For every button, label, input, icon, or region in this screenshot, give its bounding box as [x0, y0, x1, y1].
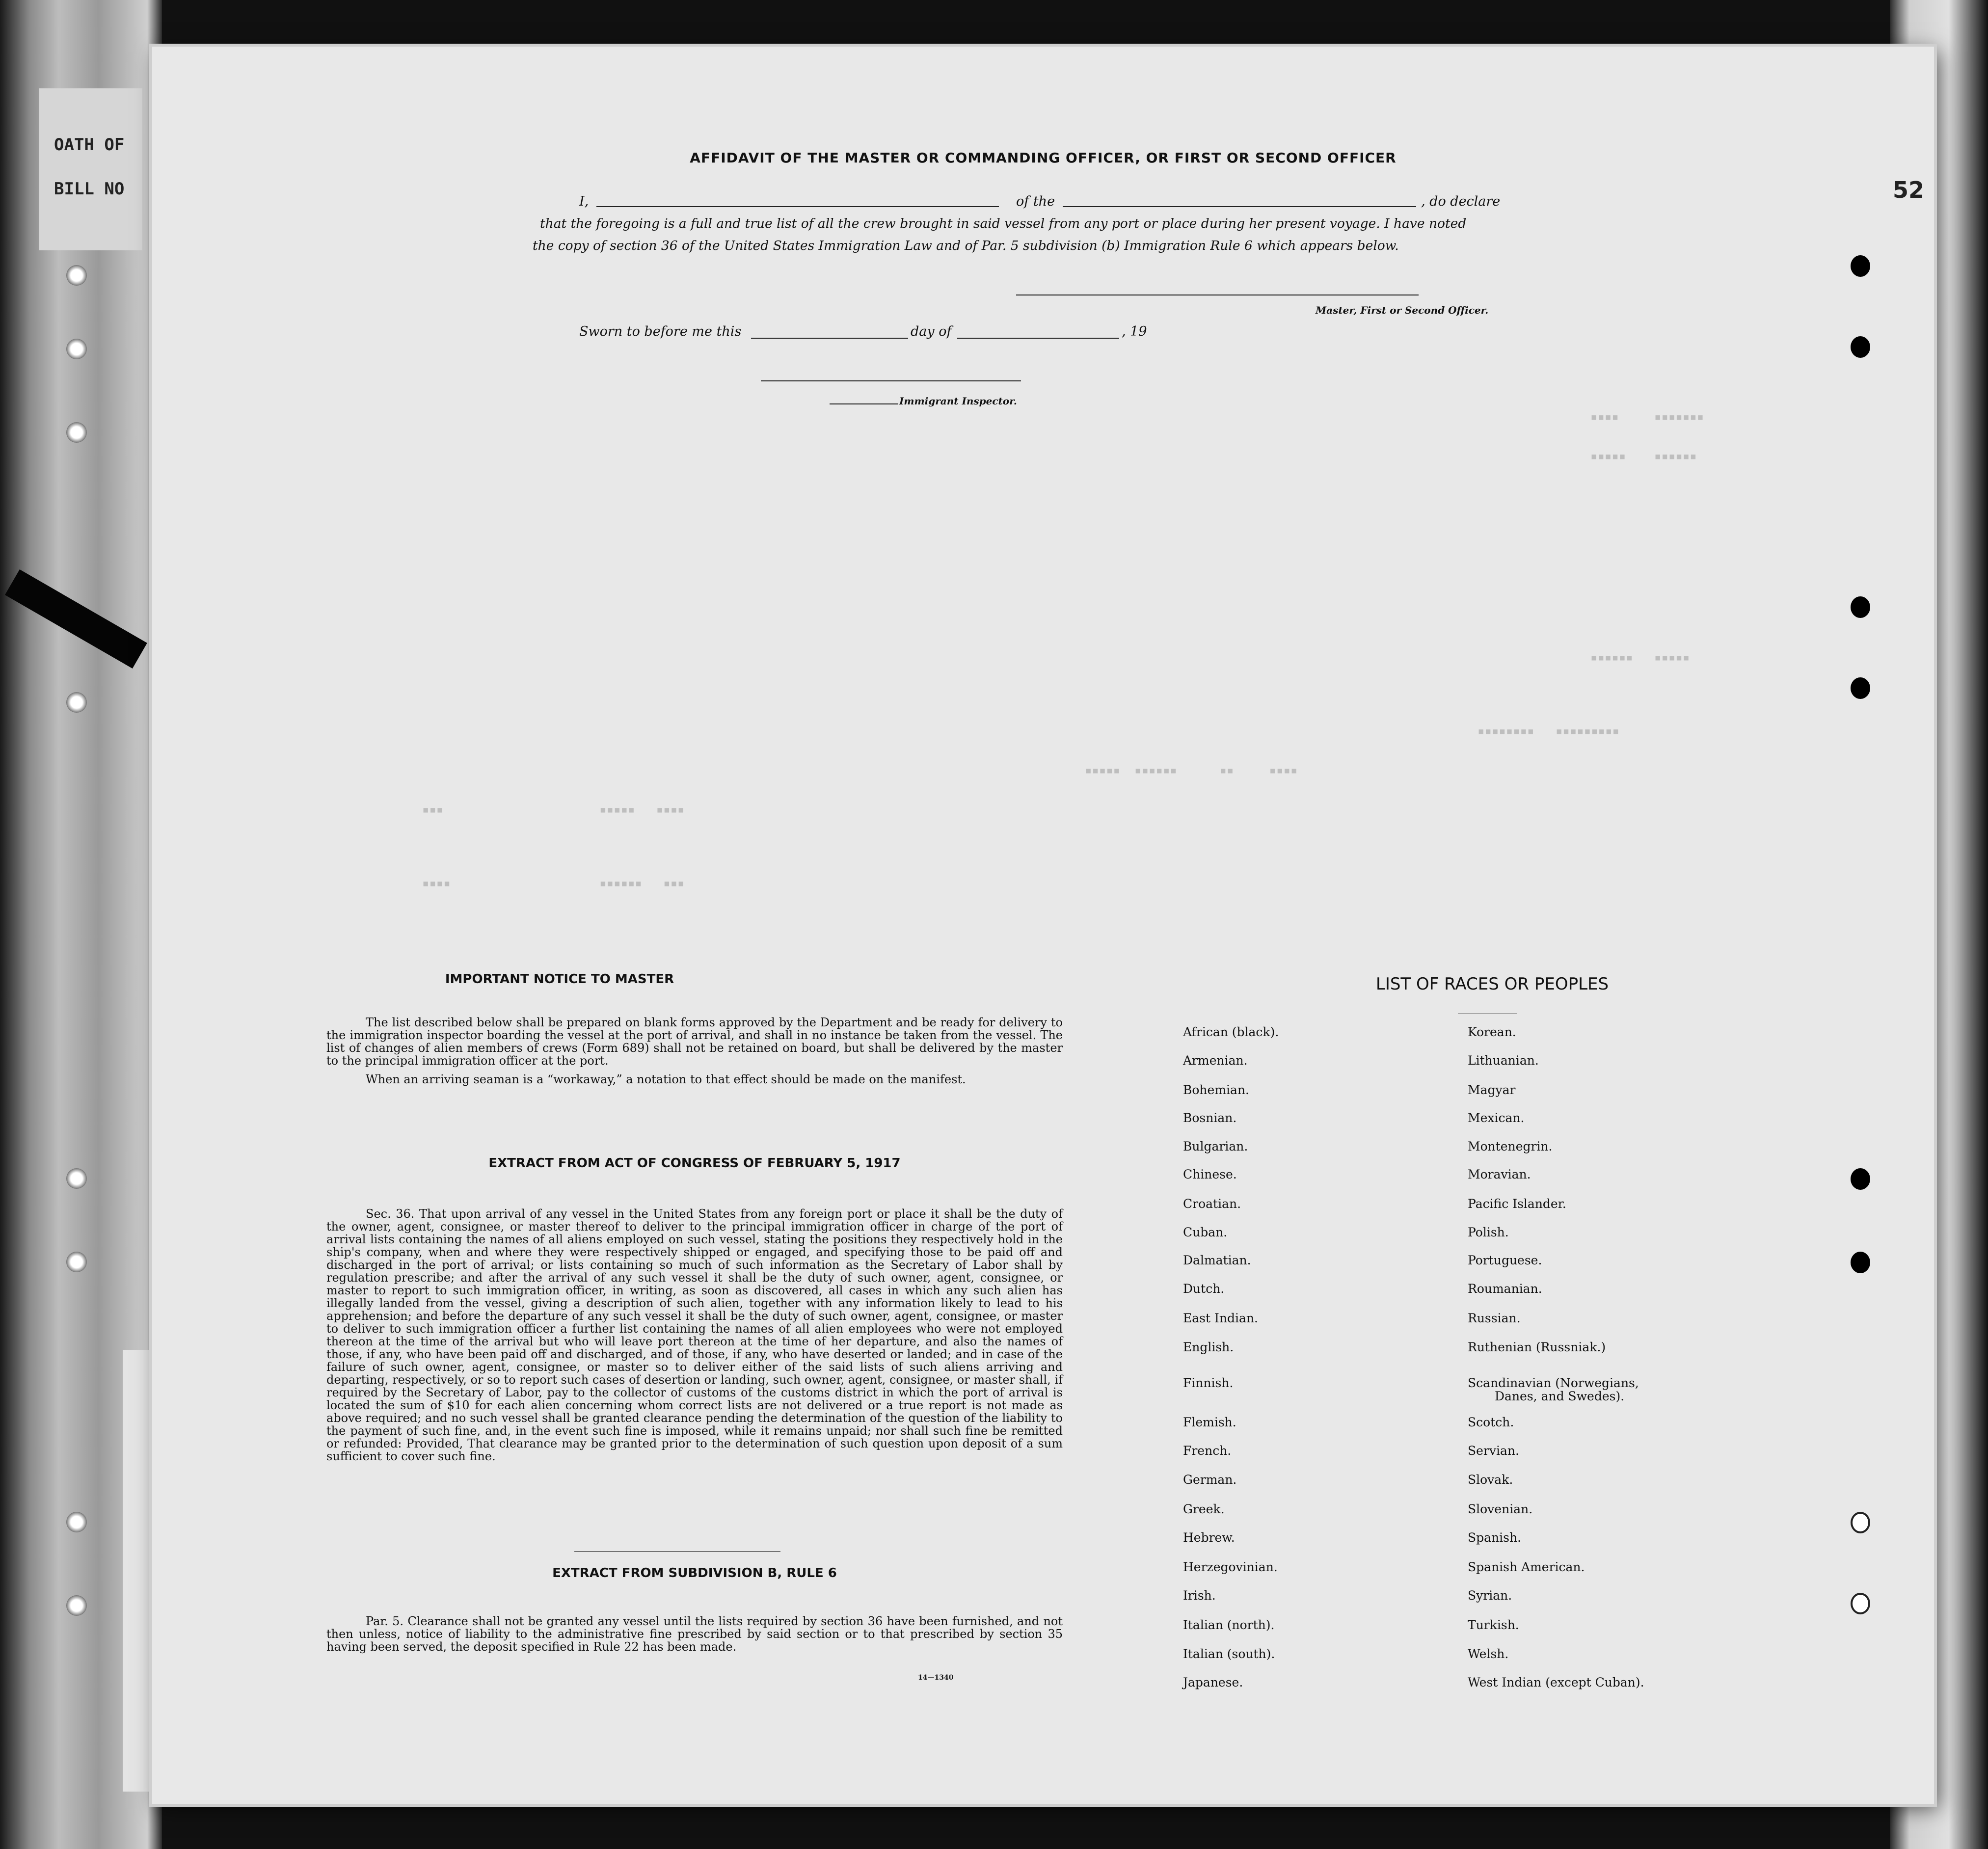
bleed-through-text: ▪▪▪▪▪ ▪▪▪▪▪▪ ▪▪ ▪▪▪▪ — [1085, 763, 1298, 777]
race-item: Syrian. — [1468, 1588, 1512, 1603]
race-item: Lithuanian. — [1468, 1053, 1539, 1068]
binder-hole — [66, 1252, 87, 1272]
affidavit-do-declare: , do declare — [1421, 194, 1501, 209]
race-item: West Indian (except Cuban). — [1468, 1675, 1644, 1689]
bleed-through-text: ▪▪▪▪▪▪ ▪▪▪▪▪ — [1590, 650, 1690, 664]
race-item: Flemish. — [1183, 1415, 1236, 1429]
race-item: French. — [1183, 1444, 1232, 1458]
punch-hole — [1851, 596, 1870, 618]
form-number: 14—1340 — [918, 1674, 954, 1682]
race-item: Dutch. — [1183, 1282, 1225, 1296]
race-item: Polish. — [1468, 1225, 1509, 1239]
race-item: Armenian. — [1183, 1053, 1248, 1068]
page-number: 52 — [1892, 177, 1924, 203]
notice-body — [326, 1016, 1063, 1086]
punch-hole — [1851, 255, 1870, 277]
races-title: LIST OF RACES OR PEOPLES — [1375, 974, 1609, 994]
divider — [574, 1551, 780, 1552]
race-item-continuation: Danes, and Swedes). — [1495, 1389, 1625, 1403]
race-item: Herzegovinian. — [1183, 1560, 1278, 1574]
race-item: Croatian. — [1183, 1197, 1241, 1211]
punch-hole — [1851, 1593, 1870, 1614]
vessel-blank[interactable] — [1063, 206, 1416, 207]
paper-edge — [123, 1350, 152, 1792]
race-item: Slovenian. — [1468, 1502, 1533, 1516]
race-item: Mexican. — [1468, 1111, 1525, 1125]
binder-hole — [66, 692, 87, 713]
bleed-through-text: ▪▪▪ ▪▪▪▪▪ ▪▪▪▪ — [422, 803, 685, 816]
race-item: Montenegrin. — [1468, 1139, 1553, 1153]
race-item: English. — [1183, 1340, 1234, 1354]
affidavit-line-3: the copy of section 36 of the United States Immigration Law and of Par. 5 subdivision (b) Immigration Rule 6 which appears below. — [533, 238, 1399, 253]
race-item: Japanese. — [1183, 1675, 1243, 1689]
race-item: Bohemian. — [1183, 1083, 1249, 1097]
race-item: Bulgarian. — [1183, 1139, 1248, 1153]
race-item: Magyar — [1468, 1083, 1516, 1097]
race-item: Cuban. — [1183, 1225, 1228, 1239]
race-item: Roumanian. — [1468, 1282, 1542, 1296]
race-item: Scandinavian (Norwegians, — [1468, 1376, 1639, 1390]
stub-line-2: BILL NO — [54, 179, 125, 199]
master-signature-label: Master, First or Second Officer. — [1316, 304, 1489, 316]
race-item: Finnish. — [1183, 1376, 1234, 1390]
punch-hole — [1851, 677, 1870, 699]
extract-act-text: Sec. 36. That upon arrival of any vessel in the United States from any foreign port or place it shall be the duty of the owner, agent, consignee, or master thereof to deliver to the principal immigration officer in charge of the port of arrival lists containing the names of all aliens employed on such vessel, stating the positions they respectively hold in the ship's company, when and where they were respectively shipped or engaged, and specifying those to be paid off and discharged in the port of arrival; or lists containing so much of such information as the Secretary of Labor shall by regulation prescribe; and after the arrival of any such vessel it shall be the duty of such owner, agent, consignee, or master to report to such immigration officer, in writing, as soon as discovered, all cases in which any such alien has illegally landed from the vessel, giving a description of such alien, together with any information likely to lead to his apprehension; and before the departure of any such vessel it shall be the duty of such owner, agent, consignee, or master to deliver to such immigration officer a further list containing the names of all alien employees who were not employed thereon at the time of the arrival but who will leave port thereon at the time of her departure, and also the names of those, if any, who have been paid off and discharged, and of those, if any, who have deserted or landed; and in case of the failure of such owner, agent, consignee, or master so to deliver either of the said lists of such aliens arriving and departing, respectively, or so to report such cases of desertion or landing, such owner, agent, consignee, or master shall, if required by the Secretary of Labor, pay to the collector of customs of the customs district in which the port of arrival is located the sum of $10 for each alien concerning whom correct lists are not delivered or a true report is not made as above required; and no such vessel shall be granted clearance pending the determination of the question of the liability to the payment of such fine, and, in the event such fine is imposed, while it remains unpaid; nor shall such fine be remitted or refunded: Provided, That clearance may be granted prior to the determination of such question upon deposit of a sum sufficient to cover such fine. — [326, 1207, 1063, 1463]
extract-rule-text: Par. 5. Clearance shall not be granted any vessel until the lists required by section 36 have been furnished, and not then unless, notice of liability to the administrative fine prescribed by said section or to that prescribed by section 35 having been served, the deposit specified in Rule 22 has been made. — [326, 1614, 1063, 1654]
punch-hole — [1851, 336, 1870, 358]
race-item: Russian. — [1468, 1311, 1521, 1325]
bleed-through-text: ▪▪▪▪▪▪▪▪ ▪▪▪▪▪▪▪▪▪ — [1478, 724, 1619, 738]
race-item: Spanish American. — [1468, 1560, 1585, 1574]
bleed-through-text: ▪▪▪▪ ▪▪▪▪▪▪▪ — [1590, 410, 1704, 424]
notice-paragraph-1: The list described below shall be prepared on blank forms approved by the Department and be ready for delivery to the immigration inspector boarding the vessel at the port of arrival, and shall in no instance be taken from the vessel. The list of changes of alien members of crews (Form 689) shall not be retained on board, but shall be delivered by the master to the principal immigration officer at the port. — [326, 1016, 1063, 1068]
affidavit-of-the: of the — [1016, 194, 1055, 209]
binder-hole — [66, 422, 87, 443]
bleed-through-text: ▪▪▪▪ ▪▪▪▪▪▪ ▪▪▪ — [422, 876, 685, 890]
stub-line-1: OATH OF — [54, 135, 125, 155]
race-item: Portuguese. — [1468, 1253, 1542, 1267]
race-item: Irish. — [1183, 1588, 1216, 1603]
bleed-through-text: ▪▪▪▪▪ ▪▪▪▪▪▪ — [1590, 449, 1697, 463]
race-item: Greek. — [1183, 1502, 1225, 1516]
punch-hole — [1851, 1252, 1870, 1273]
inspector-label: Immigrant Inspector. — [899, 395, 1017, 407]
binder-hole — [66, 1595, 87, 1616]
binder-hole — [66, 339, 87, 359]
race-item: German. — [1183, 1473, 1237, 1487]
binder-hole — [66, 1168, 87, 1189]
affidavit-title: AFFIDAVIT OF THE MASTER OR COMMANDING OFFICER, OR FIRST OR SECOND OFFICER — [690, 150, 1397, 166]
race-item: Welsh. — [1468, 1647, 1509, 1661]
notice-paragraph-2: When an arriving seaman is a “workaway,” a notation to that effect should be made on the manifest. — [366, 1072, 966, 1086]
race-item: Scotch. — [1468, 1415, 1514, 1429]
sworn-year: , 19 — [1122, 324, 1147, 339]
extract-rule-body — [326, 1615, 1063, 1653]
race-item: Ruthenian (Russniak.) — [1468, 1340, 1606, 1354]
race-item: Bosnian. — [1183, 1111, 1237, 1125]
sworn-month-blank[interactable] — [957, 338, 1119, 339]
extract-act-body — [326, 1207, 1063, 1463]
race-item: Spanish. — [1468, 1530, 1522, 1545]
race-item: Hebrew. — [1183, 1530, 1235, 1545]
name-blank[interactable] — [596, 206, 999, 207]
race-item: Italian (north). — [1183, 1618, 1275, 1632]
race-item: Korean. — [1468, 1025, 1516, 1039]
inspector-label-rule — [830, 403, 898, 404]
notice-title: IMPORTANT NOTICE TO MASTER — [445, 972, 674, 987]
race-item: African (black). — [1183, 1025, 1279, 1039]
left-stub-card — [39, 88, 142, 250]
extract-rule-title: EXTRACT FROM SUBDIVISION B, RULE 6 — [552, 1566, 837, 1581]
sworn-text: Sworn to before me this — [579, 324, 742, 339]
sworn-day-blank[interactable] — [751, 338, 908, 339]
race-item: Slovak. — [1468, 1473, 1513, 1487]
sworn-day-of: day of — [911, 324, 952, 339]
binder-hole — [66, 1512, 87, 1532]
binder-hole — [66, 265, 87, 286]
race-item: Pacific Islander. — [1468, 1197, 1566, 1211]
punch-hole — [1851, 1168, 1870, 1190]
punch-hole — [1851, 1512, 1870, 1533]
race-item: Moravian. — [1468, 1167, 1531, 1181]
race-item: Dalmatian. — [1183, 1253, 1251, 1267]
race-item: Chinese. — [1183, 1167, 1237, 1181]
race-item: Servian. — [1468, 1444, 1519, 1458]
document-page — [152, 47, 1934, 1804]
race-item: Italian (south). — [1183, 1647, 1275, 1661]
affidavit-line-2: that the foregoing is a full and true list of all the crew brought in said vessel from any port or place during her present voyage. I have noted — [540, 216, 1467, 231]
affidavit-i: I, — [579, 194, 589, 209]
extract-act-title: EXTRACT FROM ACT OF CONGRESS OF FEBRUARY 5, 1917 — [488, 1156, 901, 1171]
race-item: East Indian. — [1183, 1311, 1258, 1325]
race-item: Turkish. — [1468, 1618, 1519, 1632]
inspector-signature-line[interactable] — [761, 380, 1021, 381]
affidavit-line-1 — [579, 194, 589, 209]
